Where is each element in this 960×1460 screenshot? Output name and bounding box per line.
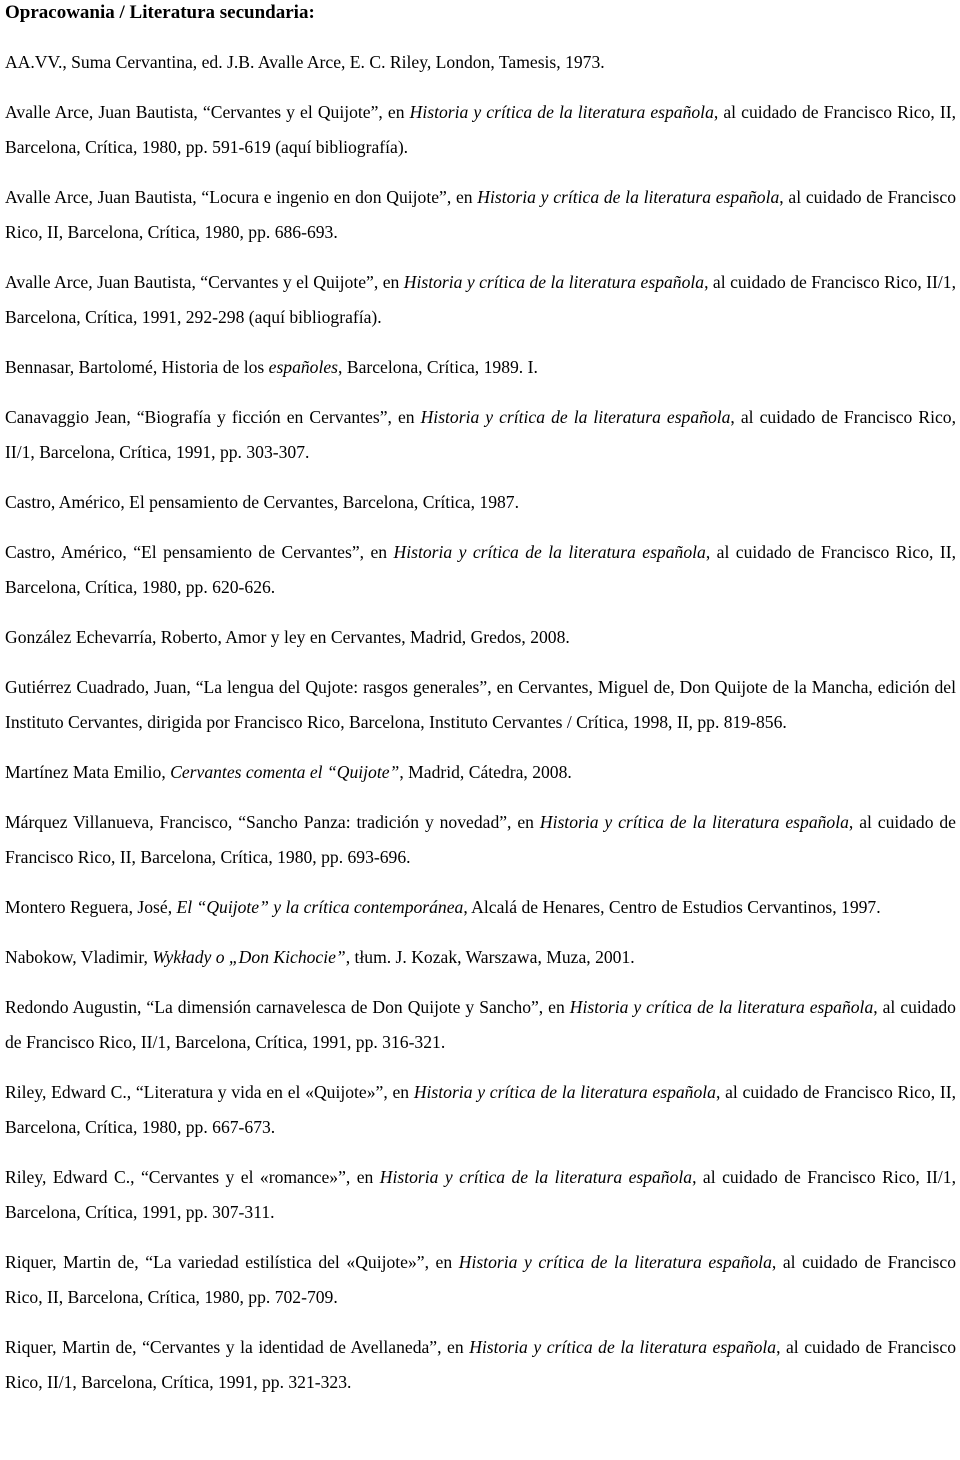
entry-text: Canavaggio Jean, “Biografía y ficción en Cervantes”, en — [5, 407, 421, 427]
entry-text: Márquez Villanueva, Francisco, “Sancho Panza: tradición y novedad”, en — [5, 812, 540, 832]
entry-text: , Barcelona, Crítica, 1989. I. — [338, 357, 538, 377]
bibliography-entry — [5, 1075, 956, 1145]
entry-text: Nabokow, Vladimir, — [5, 947, 153, 967]
entry-text: , Madrid, Cátedra, 2008. — [399, 762, 572, 782]
bibliography-entry — [5, 180, 956, 250]
entry-text: Riley, Edward C., “Cervantes y el «romance»”, en — [5, 1167, 380, 1187]
entry-italic-text: Historia y crítica de la literatura española — [393, 542, 706, 562]
entry-italic-text: Historia y crítica de la literatura española — [458, 1252, 772, 1272]
entry-text: , al cuidado de Francisco Rico, II/1, Barcelona, Crítica, 1991, pp. 303-307. — [5, 407, 956, 462]
entry-text: Avalle Arce, Juan Bautista, “Cervantes y el Quijote”, en — [5, 272, 404, 292]
entry-text: Gutiérrez Cuadrado, Juan, “La lengua del Qujote: rasgos generales”, en Cervantes, Miguel de, Don Quijote de la Mancha, edición del Instituto Cervantes, dirigida por Francisco Rico, Barcelona, Instituto Cervantes / Crítica, 1998, II, pp. 819-856. — [5, 677, 956, 732]
entry-italic-text: Historia y crítica de la literatura española — [409, 102, 714, 122]
entry-text: Riley, Edward C., “Literatura y vida en el «Quijote»”, en — [5, 1082, 414, 1102]
bibliography-entry — [5, 535, 956, 605]
entry-italic-text: Historia y crítica de la literatura española — [379, 1167, 693, 1187]
entry-italic-text: españoles — [268, 357, 339, 377]
entry-text: Castro, Américo, “El pensamiento de Cervantes”, en — [5, 542, 394, 562]
entry-italic-text: Historia y crítica de la literatura española — [420, 407, 731, 427]
bibliography-entry — [5, 940, 956, 975]
bibliography-entry — [5, 805, 956, 875]
entry-text: , al cuidado de Francisco Rico, II, Barcelona, Crítica, 1980, pp. 702-709. — [5, 1252, 956, 1307]
entry-italic-text: Historia y crítica de la literatura española — [539, 812, 849, 832]
entry-italic-text: Historia y crítica de la literatura española — [477, 187, 780, 207]
entry-text: Bennasar, Bartolomé, Historia de los — [5, 357, 269, 377]
entry-text: Avalle Arce, Juan Bautista, “Cervantes y el Quijote”, en — [5, 102, 410, 122]
entry-italic-text: Historia y crítica de la literatura española — [469, 1337, 777, 1357]
bibliography-entry — [5, 265, 956, 335]
entry-text: Redondo Augustin, “La dimensión carnavelesca de Don Quijote y Sancho”, en — [5, 997, 570, 1017]
bibliography-entry — [5, 45, 956, 80]
entry-italic-text: Historia y crítica de la literatura española — [403, 272, 705, 292]
bibliography-entry — [5, 990, 956, 1060]
bibliography-entry — [5, 485, 956, 520]
bibliography-entry — [5, 1160, 956, 1230]
bibliography-entry — [5, 1330, 956, 1400]
entry-italic-text: Cervantes comenta el “Quijote” — [170, 762, 400, 782]
bibliography-entry — [5, 400, 956, 470]
document-page — [5, 0, 956, 1400]
entry-text: , al cuidado de Francisco Rico, II, Barcelona, Crítica, 1980, pp. 667-673. — [5, 1082, 956, 1137]
bibliography-entry — [5, 670, 956, 740]
entry-text: Montero Reguera, José, — [5, 897, 177, 917]
entry-text: Castro, Américo, El pensamiento de Cervantes, Barcelona, Crítica, 1987. — [5, 492, 519, 512]
entry-text: Riquer, Martin de, “Cervantes y la identidad de Avellaneda”, en — [5, 1337, 470, 1357]
bibliography-entry — [5, 95, 956, 165]
bibliography-entry — [5, 1245, 956, 1315]
entry-text: , al cuidado de Francisco Rico, II, Barcelona, Crítica, 1980, pp. 693-696. — [5, 812, 956, 867]
bibliography-list — [5, 45, 956, 1400]
entry-text: Riquer, Martin de, “La variedad estilística del «Quijote»”, en — [5, 1252, 459, 1272]
entry-text: AA.VV., Suma Cervantina, ed. J.B. Avalle Arce, E. C. Riley, London, Tamesis, 1973. — [5, 52, 605, 72]
entry-text: , al cuidado de Francisco Rico, II/1, Barcelona, Crítica, 1991, pp. 321-323. — [5, 1337, 956, 1392]
entry-text: , al cuidado de Francisco Rico, II, Barcelona, Crítica, 1980, pp. 591-619 (aquí bibliografía). — [5, 102, 956, 157]
entry-text: , al cuidado de Francisco Rico, II/1, Barcelona, Crítica, 1991, 292-298 (aquí bibliografía). — [5, 272, 956, 327]
entry-italic-text: Historia y crítica de la literatura española — [413, 1082, 716, 1102]
section-heading: Opracowania / Literatura secundaria: — [5, 2, 315, 23]
bibliography-entry — [5, 755, 956, 790]
bibliography-entry — [5, 890, 956, 925]
bibliography-entry — [5, 620, 956, 655]
entry-text: , al cuidado de Francisco Rico, II, Barcelona, Crítica, 1980, pp. 686-693. — [5, 187, 956, 242]
entry-text: , al cuidado de Francisco Rico, II/1, Barcelona, Crítica, 1991, pp. 307-311. — [5, 1167, 956, 1222]
entry-text: Avalle Arce, Juan Bautista, “Locura e ingenio en don Quijote”, en — [5, 187, 478, 207]
entry-text: , tłum. J. Kozak, Warszawa, Muza, 2001. — [345, 947, 635, 967]
entry-text: , al cuidado de Francisco Rico, II, Barcelona, Crítica, 1980, pp. 620-626. — [5, 542, 956, 597]
entry-text: Martínez Mata Emilio, — [5, 762, 171, 782]
entry-italic-text: Wykłady o „Don Kichocie” — [152, 947, 346, 967]
entry-italic-text: Historia y crítica de la literatura española — [569, 997, 874, 1017]
bibliography-entry — [5, 350, 956, 385]
entry-text: , Alcalá de Henares, Centro de Estudios Cervantinos, 1997. — [463, 897, 881, 917]
entry-text: González Echevarría, Roberto, Amor y ley en Cervantes, Madrid, Gredos, 2008. — [5, 627, 570, 647]
entry-italic-text: El “Quijote” y la crítica contemporánea — [176, 897, 464, 917]
entry-text: , al cuidado de Francisco Rico, II/1, Barcelona, Crítica, 1991, pp. 316-321. — [5, 997, 956, 1052]
